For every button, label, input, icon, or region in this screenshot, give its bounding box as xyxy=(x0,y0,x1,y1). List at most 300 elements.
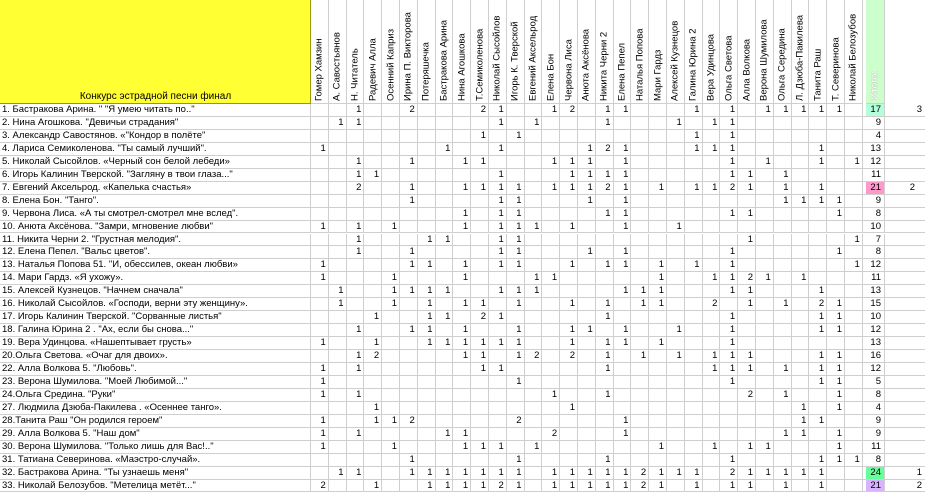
vote-cell[interactable] xyxy=(667,415,685,427)
jury-column-header[interactable] xyxy=(400,0,418,104)
jury-column-header[interactable] xyxy=(809,0,827,104)
vote-cell[interactable] xyxy=(525,169,543,181)
vote-cell[interactable]: 1 xyxy=(827,195,845,207)
vote-cell[interactable] xyxy=(631,246,649,258)
vote-cell[interactable] xyxy=(489,428,507,440)
vote-cell[interactable] xyxy=(792,324,810,336)
total-cell[interactable]: 8 xyxy=(866,246,885,258)
vote-cell[interactable] xyxy=(382,143,400,155)
vote-cell[interactable]: 1 xyxy=(436,143,454,155)
vote-cell[interactable]: 1 xyxy=(809,480,827,492)
vote-cell[interactable] xyxy=(418,104,436,116)
vote-cell[interactable]: 1 xyxy=(596,259,614,271)
vote-cell[interactable]: 1 xyxy=(578,182,596,194)
vote-cell[interactable] xyxy=(596,324,614,336)
vote-cell[interactable] xyxy=(578,454,596,466)
vote-cell[interactable] xyxy=(845,467,863,479)
vote-cell[interactable] xyxy=(631,337,649,349)
vote-cell[interactable] xyxy=(792,234,810,246)
vote-cell[interactable] xyxy=(329,130,347,142)
vote-cell[interactable]: 1 xyxy=(507,195,525,207)
vote-cell[interactable] xyxy=(809,246,827,258)
vote-cell[interactable] xyxy=(667,389,685,401)
vote-cell[interactable]: 1 xyxy=(311,272,329,284)
vote-cell[interactable] xyxy=(845,208,863,220)
vote-cell[interactable] xyxy=(364,441,382,453)
vote-cell[interactable]: 1 xyxy=(756,104,774,116)
song-title-cell[interactable]: 28.Танита Раш "Он родился героем" xyxy=(0,415,311,427)
vote-cell[interactable] xyxy=(756,454,774,466)
vote-cell[interactable]: 1 xyxy=(756,156,774,168)
vote-cell[interactable] xyxy=(845,195,863,207)
vote-cell[interactable] xyxy=(525,389,543,401)
vote-cell[interactable]: 2 xyxy=(471,311,489,323)
vote-cell[interactable] xyxy=(507,389,525,401)
vote-cell[interactable] xyxy=(542,415,560,427)
vote-cell[interactable]: 1 xyxy=(631,350,649,362)
vote-cell[interactable] xyxy=(685,350,703,362)
vote-cell[interactable]: 1 xyxy=(809,182,827,194)
vote-cell[interactable] xyxy=(774,441,792,453)
vote-cell[interactable]: 1 xyxy=(560,298,578,310)
vote-cell[interactable]: 1 xyxy=(667,324,685,336)
vote-cell[interactable]: 1 xyxy=(489,363,507,375)
vote-cell[interactable] xyxy=(827,480,845,492)
vote-cell[interactable] xyxy=(827,467,845,479)
vote-cell[interactable]: 1 xyxy=(471,156,489,168)
jury-column-header[interactable] xyxy=(364,0,382,104)
vote-cell[interactable] xyxy=(720,298,738,310)
jury-column-header[interactable] xyxy=(471,0,489,104)
vote-cell[interactable] xyxy=(364,117,382,129)
vote-cell[interactable] xyxy=(631,402,649,414)
total-cell[interactable]: 11 xyxy=(866,272,885,284)
vote-cell[interactable] xyxy=(329,182,347,194)
vote-cell[interactable]: 1 xyxy=(329,298,347,310)
vote-cell[interactable] xyxy=(560,246,578,258)
jury-column-header[interactable] xyxy=(560,0,578,104)
vote-cell[interactable] xyxy=(774,454,792,466)
vote-cell[interactable]: 1 xyxy=(311,363,329,375)
vote-cell[interactable] xyxy=(471,376,489,388)
vote-cell[interactable] xyxy=(453,311,471,323)
vote-cell[interactable]: 1 xyxy=(614,285,632,297)
vote-cell[interactable]: 1 xyxy=(720,480,738,492)
vote-cell[interactable] xyxy=(347,195,365,207)
vote-cell[interactable] xyxy=(382,337,400,349)
vote-cell[interactable] xyxy=(738,143,756,155)
vote-cell[interactable] xyxy=(685,272,703,284)
vote-cell[interactable] xyxy=(329,376,347,388)
jury-column-header[interactable] xyxy=(792,0,810,104)
vote-cell[interactable]: 1 xyxy=(792,195,810,207)
vote-cell[interactable] xyxy=(703,259,721,271)
vote-cell[interactable] xyxy=(756,208,774,220)
vote-cell[interactable] xyxy=(560,376,578,388)
vote-cell[interactable]: 1 xyxy=(845,156,863,168)
vote-cell[interactable] xyxy=(329,195,347,207)
vote-cell[interactable] xyxy=(560,363,578,375)
vote-cell[interactable]: 2 xyxy=(507,415,525,427)
vote-cell[interactable] xyxy=(720,415,738,427)
vote-cell[interactable]: 2 xyxy=(596,182,614,194)
vote-cell[interactable] xyxy=(311,402,329,414)
vote-cell[interactable]: 1 xyxy=(578,156,596,168)
vote-cell[interactable] xyxy=(756,259,774,271)
vote-cell[interactable] xyxy=(614,376,632,388)
vote-cell[interactable] xyxy=(347,298,365,310)
jury-column-header[interactable] xyxy=(507,0,525,104)
vote-cell[interactable] xyxy=(649,208,667,220)
vote-cell[interactable] xyxy=(400,208,418,220)
vote-cell[interactable] xyxy=(382,195,400,207)
vote-cell[interactable] xyxy=(756,169,774,181)
vote-cell[interactable] xyxy=(489,350,507,362)
vote-cell[interactable]: 1 xyxy=(827,104,845,116)
vote-cell[interactable]: 1 xyxy=(400,467,418,479)
vote-cell[interactable] xyxy=(827,285,845,297)
vote-cell[interactable]: 1 xyxy=(774,195,792,207)
vote-cell[interactable] xyxy=(347,143,365,155)
total-cell[interactable]: 9 xyxy=(866,117,885,129)
vote-cell[interactable]: 1 xyxy=(400,259,418,271)
vote-cell[interactable]: 1 xyxy=(720,324,738,336)
vote-cell[interactable] xyxy=(738,259,756,271)
vote-cell[interactable] xyxy=(827,221,845,233)
vote-cell[interactable]: 1 xyxy=(578,143,596,155)
vote-cell[interactable] xyxy=(329,402,347,414)
vote-cell[interactable] xyxy=(364,298,382,310)
vote-cell[interactable] xyxy=(489,376,507,388)
vote-cell[interactable] xyxy=(400,298,418,310)
vote-cell[interactable] xyxy=(453,402,471,414)
vote-cell[interactable] xyxy=(453,130,471,142)
vote-cell[interactable]: 1 xyxy=(489,337,507,349)
vote-cell[interactable] xyxy=(703,169,721,181)
vote-cell[interactable]: 1 xyxy=(614,143,632,155)
song-title-cell[interactable]: 7. Евгений Аксельрод. «Капелька счастья» xyxy=(0,182,311,194)
vote-cell[interactable]: 1 xyxy=(311,337,329,349)
vote-cell[interactable] xyxy=(347,454,365,466)
vote-cell[interactable] xyxy=(364,156,382,168)
vote-cell[interactable] xyxy=(685,428,703,440)
vote-cell[interactable] xyxy=(418,415,436,427)
vote-cell[interactable] xyxy=(756,363,774,375)
vote-cell[interactable] xyxy=(649,415,667,427)
vote-cell[interactable] xyxy=(703,130,721,142)
vote-cell[interactable] xyxy=(436,389,454,401)
vote-cell[interactable] xyxy=(667,169,685,181)
vote-cell[interactable] xyxy=(792,285,810,297)
vote-cell[interactable] xyxy=(364,324,382,336)
vote-cell[interactable] xyxy=(400,143,418,155)
vote-cell[interactable] xyxy=(774,376,792,388)
vote-cell[interactable] xyxy=(436,324,454,336)
vote-cell[interactable] xyxy=(667,298,685,310)
song-title-cell[interactable]: 18. Галина Юрина 2 . "Ах, если бы снова..." xyxy=(0,324,311,336)
vote-cell[interactable] xyxy=(329,389,347,401)
vote-cell[interactable]: 1 xyxy=(614,156,632,168)
vote-cell[interactable] xyxy=(738,156,756,168)
vote-cell[interactable]: 1 xyxy=(382,441,400,453)
vote-cell[interactable]: 1 xyxy=(738,363,756,375)
vote-cell[interactable]: 1 xyxy=(685,104,703,116)
vote-cell[interactable] xyxy=(418,363,436,375)
vote-cell[interactable] xyxy=(382,169,400,181)
vote-cell[interactable] xyxy=(667,454,685,466)
vote-cell[interactable] xyxy=(827,143,845,155)
vote-cell[interactable] xyxy=(311,454,329,466)
vote-cell[interactable]: 1 xyxy=(685,480,703,492)
vote-cell[interactable]: 1 xyxy=(774,182,792,194)
vote-cell[interactable]: 1 xyxy=(489,234,507,246)
vote-cell[interactable] xyxy=(418,221,436,233)
vote-cell[interactable] xyxy=(738,402,756,414)
vote-cell[interactable] xyxy=(774,350,792,362)
vote-cell[interactable] xyxy=(418,376,436,388)
vote-cell[interactable] xyxy=(329,311,347,323)
song-title-cell[interactable]: 16. Николай Сысойлов. «Господи, верни эту женщину». xyxy=(0,298,311,310)
vote-cell[interactable]: 1 xyxy=(489,246,507,258)
vote-cell[interactable]: 1 xyxy=(560,402,578,414)
vote-cell[interactable] xyxy=(525,467,543,479)
vote-cell[interactable] xyxy=(542,143,560,155)
vote-cell[interactable] xyxy=(418,402,436,414)
vote-cell[interactable] xyxy=(525,234,543,246)
vote-cell[interactable] xyxy=(809,259,827,271)
vote-cell[interactable]: 2 xyxy=(400,415,418,427)
vote-cell[interactable]: 1 xyxy=(703,441,721,453)
vote-cell[interactable] xyxy=(542,441,560,453)
vote-cell[interactable]: 1 xyxy=(418,311,436,323)
vote-cell[interactable]: 1 xyxy=(507,130,525,142)
vote-cell[interactable] xyxy=(507,143,525,155)
vote-cell[interactable] xyxy=(738,337,756,349)
vote-cell[interactable]: 1 xyxy=(507,337,525,349)
vote-cell[interactable] xyxy=(792,311,810,323)
vote-cell[interactable]: 2 xyxy=(809,298,827,310)
vote-cell[interactable] xyxy=(756,182,774,194)
vote-cell[interactable] xyxy=(774,208,792,220)
vote-cell[interactable] xyxy=(596,130,614,142)
total-cell[interactable]: 9 xyxy=(866,415,885,427)
vote-cell[interactable] xyxy=(418,389,436,401)
vote-cell[interactable] xyxy=(542,169,560,181)
total-cell[interactable]: 8 xyxy=(866,454,885,466)
jury-column-header[interactable] xyxy=(827,0,845,104)
vote-cell[interactable] xyxy=(631,143,649,155)
vote-cell[interactable]: 1 xyxy=(738,169,756,181)
vote-cell[interactable] xyxy=(596,402,614,414)
vote-cell[interactable] xyxy=(453,246,471,258)
vote-cell[interactable] xyxy=(756,376,774,388)
vote-cell[interactable] xyxy=(542,402,560,414)
vote-cell[interactable] xyxy=(525,324,543,336)
vote-cell[interactable] xyxy=(578,415,596,427)
vote-cell[interactable] xyxy=(774,259,792,271)
vote-cell[interactable] xyxy=(596,195,614,207)
vote-cell[interactable]: 1 xyxy=(649,272,667,284)
vote-cell[interactable] xyxy=(382,402,400,414)
jury-column-header[interactable] xyxy=(667,0,685,104)
vote-cell[interactable] xyxy=(364,104,382,116)
vote-cell[interactable]: 1 xyxy=(525,441,543,453)
vote-cell[interactable] xyxy=(400,337,418,349)
vote-cell[interactable]: 1 xyxy=(453,182,471,194)
vote-cell[interactable] xyxy=(382,208,400,220)
vote-cell[interactable]: 1 xyxy=(720,208,738,220)
vote-cell[interactable] xyxy=(720,402,738,414)
vote-cell[interactable] xyxy=(400,441,418,453)
vote-cell[interactable] xyxy=(382,104,400,116)
vote-cell[interactable] xyxy=(489,402,507,414)
vote-cell[interactable] xyxy=(614,363,632,375)
vote-cell[interactable] xyxy=(400,234,418,246)
vote-cell[interactable]: 1 xyxy=(703,143,721,155)
vote-cell[interactable] xyxy=(685,208,703,220)
vote-cell[interactable] xyxy=(560,389,578,401)
vote-cell[interactable] xyxy=(738,376,756,388)
vote-cell[interactable]: 1 xyxy=(507,259,525,271)
vote-cell[interactable] xyxy=(525,337,543,349)
vote-cell[interactable] xyxy=(560,441,578,453)
vote-cell[interactable] xyxy=(382,363,400,375)
vote-cell[interactable]: 1 xyxy=(542,467,560,479)
vote-cell[interactable] xyxy=(703,285,721,297)
vote-cell[interactable] xyxy=(329,272,347,284)
vote-cell[interactable]: 1 xyxy=(827,454,845,466)
vote-cell[interactable] xyxy=(578,221,596,233)
vote-cell[interactable]: 2 xyxy=(400,104,418,116)
vote-cell[interactable]: 1 xyxy=(400,156,418,168)
vote-cell[interactable] xyxy=(703,376,721,388)
vote-cell[interactable]: 1 xyxy=(347,234,365,246)
vote-cell[interactable]: 1 xyxy=(738,441,756,453)
vote-cell[interactable]: 1 xyxy=(489,441,507,453)
vote-cell[interactable]: 1 xyxy=(614,182,632,194)
vote-cell[interactable] xyxy=(382,182,400,194)
vote-cell[interactable] xyxy=(525,415,543,427)
jury-column-header[interactable] xyxy=(436,0,454,104)
vote-cell[interactable] xyxy=(845,376,863,388)
vote-cell[interactable] xyxy=(453,363,471,375)
vote-cell[interactable]: 1 xyxy=(436,285,454,297)
vote-cell[interactable] xyxy=(311,234,329,246)
vote-cell[interactable]: 1 xyxy=(525,221,543,233)
vote-cell[interactable]: 1 xyxy=(720,104,738,116)
vote-cell[interactable]: 1 xyxy=(703,182,721,194)
vote-cell[interactable] xyxy=(471,389,489,401)
vote-cell[interactable] xyxy=(667,337,685,349)
vote-cell[interactable] xyxy=(436,415,454,427)
vote-cell[interactable]: 1 xyxy=(720,272,738,284)
vote-cell[interactable]: 1 xyxy=(649,259,667,271)
vote-cell[interactable] xyxy=(329,363,347,375)
vote-cell[interactable]: 1 xyxy=(845,259,863,271)
vote-cell[interactable]: 1 xyxy=(453,441,471,453)
vote-cell[interactable]: 1 xyxy=(525,272,543,284)
vote-cell[interactable] xyxy=(596,285,614,297)
vote-cell[interactable] xyxy=(471,195,489,207)
vote-cell[interactable] xyxy=(685,454,703,466)
vote-cell[interactable] xyxy=(382,376,400,388)
vote-cell[interactable]: 1 xyxy=(631,285,649,297)
vote-cell[interactable]: 1 xyxy=(436,428,454,440)
vote-cell[interactable]: 1 xyxy=(347,363,365,375)
vote-cell[interactable] xyxy=(756,402,774,414)
vote-cell[interactable] xyxy=(525,402,543,414)
vote-cell[interactable] xyxy=(418,246,436,258)
vote-cell[interactable]: 1 xyxy=(774,363,792,375)
vote-cell[interactable] xyxy=(845,441,863,453)
vote-cell[interactable]: 1 xyxy=(311,143,329,155)
vote-cell[interactable]: 1 xyxy=(400,454,418,466)
vote-cell[interactable]: 1 xyxy=(436,467,454,479)
vote-cell[interactable]: 2 xyxy=(489,480,507,492)
vote-cell[interactable] xyxy=(720,221,738,233)
vote-cell[interactable]: 1 xyxy=(436,480,454,492)
song-title-cell[interactable]: 13. Наталья Попова 51. "И, обессилев, океан любви» xyxy=(0,259,311,271)
vote-cell[interactable]: 1 xyxy=(311,376,329,388)
vote-cell[interactable]: 1 xyxy=(649,182,667,194)
vote-cell[interactable] xyxy=(827,130,845,142)
vote-cell[interactable]: 1 xyxy=(489,143,507,155)
vote-cell[interactable]: 1 xyxy=(525,117,543,129)
jury-column-header[interactable] xyxy=(649,0,667,104)
vote-cell[interactable]: 1 xyxy=(471,298,489,310)
vote-cell[interactable] xyxy=(614,454,632,466)
vote-cell[interactable] xyxy=(329,415,347,427)
vote-cell[interactable] xyxy=(756,480,774,492)
vote-cell[interactable] xyxy=(738,130,756,142)
vote-cell[interactable] xyxy=(400,480,418,492)
song-title-cell[interactable]: 30. Верона Шумилова. "Только лишь для Вас!.." xyxy=(0,441,311,453)
vote-cell[interactable] xyxy=(774,117,792,129)
vote-cell[interactable] xyxy=(631,376,649,388)
vote-cell[interactable]: 1 xyxy=(560,259,578,271)
vote-cell[interactable]: 1 xyxy=(649,441,667,453)
vote-cell[interactable] xyxy=(471,117,489,129)
vote-cell[interactable]: 1 xyxy=(560,480,578,492)
vote-cell[interactable] xyxy=(596,156,614,168)
vote-cell[interactable]: 1 xyxy=(453,272,471,284)
vote-cell[interactable]: 1 xyxy=(347,428,365,440)
vote-cell[interactable]: 1 xyxy=(596,208,614,220)
vote-cell[interactable] xyxy=(631,259,649,271)
vote-cell[interactable] xyxy=(792,389,810,401)
vote-cell[interactable] xyxy=(542,117,560,129)
vote-cell[interactable] xyxy=(364,130,382,142)
vote-cell[interactable] xyxy=(400,350,418,362)
vote-cell[interactable]: 1 xyxy=(489,285,507,297)
vote-cell[interactable]: 1 xyxy=(720,454,738,466)
jury-column-header[interactable] xyxy=(631,0,649,104)
vote-cell[interactable] xyxy=(329,480,347,492)
vote-cell[interactable] xyxy=(560,208,578,220)
jury-column-header[interactable] xyxy=(685,0,703,104)
vote-cell[interactable]: 1 xyxy=(774,467,792,479)
song-title-cell[interactable]: 6. Игорь Калинин Тверской. "Загляну в твои глаза..." xyxy=(0,169,311,181)
vote-cell[interactable]: 1 xyxy=(560,467,578,479)
vote-cell[interactable]: 1 xyxy=(542,156,560,168)
vote-cell[interactable] xyxy=(436,104,454,116)
vote-cell[interactable] xyxy=(792,246,810,258)
vote-cell[interactable] xyxy=(685,285,703,297)
vote-cell[interactable] xyxy=(542,298,560,310)
vote-cell[interactable]: 1 xyxy=(436,337,454,349)
vote-cell[interactable]: 1 xyxy=(792,272,810,284)
vote-cell[interactable] xyxy=(631,169,649,181)
